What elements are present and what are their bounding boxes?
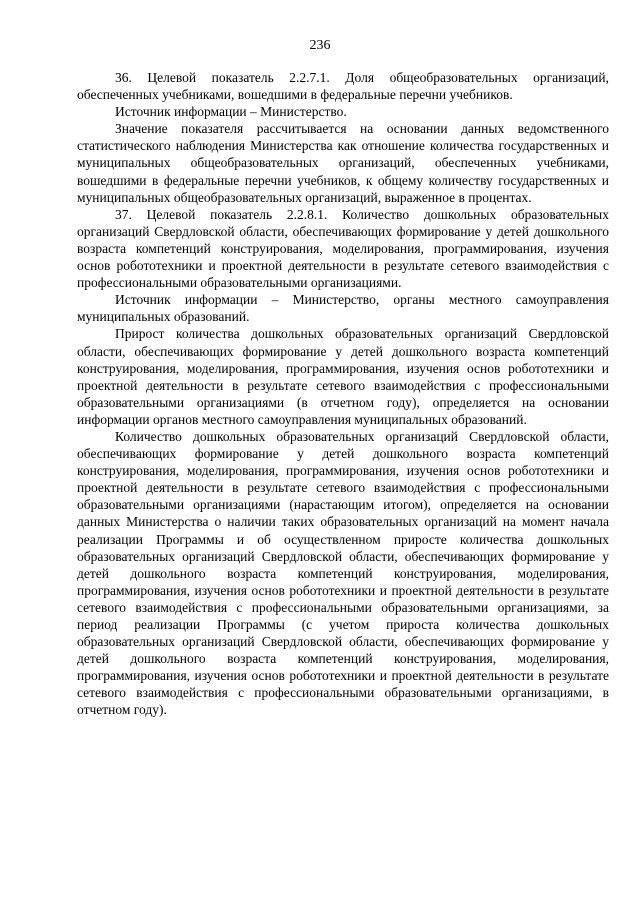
paragraph-calculation-36: Значение показателя рассчитывается на основании данных ведомственного статистического наблюдения Министерства как отношение количества государственных и муниципальных общеобразовательных организаций, обеспеченных учебниками, вошедшими в федеральные перечни учебников, к общему количеству государственных и муниципальных общеобразовательных организаций, выраженное в процентах.: [77, 121, 609, 205]
paragraph-source-37: Источник информации – Министерство, органы местного самоуправления муниципальных образований.: [77, 292, 609, 325]
body-text: [77, 69, 609, 719]
page-number: 236: [309, 38, 331, 53]
paragraph-indicator-36: 36. Целевой показатель 2.2.7.1. Доля общеобразовательных организаций, обеспеченных учебниками, вошедшими в федеральные перечни учебников.: [77, 70, 609, 103]
paragraph-growth-37: Прирост количества дошкольных образовательных организаций Свердловской области, обеспечивающих формирование у детей дошкольного возраста компетенций конструирования, моделирования, программирования, изучения основ робототехники и проектной деятельности в результате сетевого взаимодействия с профессиональными образовательными организациями (в отчетном году), определяется на основании информации органов местного самоуправления муниципальных образований.: [77, 326, 609, 427]
paragraph-source-36: Источник информации – Министерство.: [115, 104, 347, 120]
paragraph-indicator-37: 37. Целевой показатель 2.2.8.1. Количество дошкольных образовательных организаций Свердловской области, обеспечивающих формирование у детей дошкольного возраста компетенций конструирования, моделирования, программирования, изучения основ робототехники и проектной деятельности в результате сетевого взаимодействия с профессиональными образовательными организациями.: [77, 206, 609, 291]
paragraph-cumulative-37: Количество дошкольных образовательных организаций Свердловской области, обеспечивающих формирование у детей дошкольного возраста компетенций конструирования, моделирования, программирования, изучения основ робототехники и проектной деятельности в результате сетевого взаимодействия с профессиональными образовательными организациями (нарастающим итогом), определяется на основании данных Министерства о наличии таких образовательных организаций на момент начала реализации Программы и об осуществленном приросте количества дошкольных образовательных организаций Свердловской области, обеспечивающих формирование у детей дошкольного возраста компетенций конструирования, моделирования, программирования, изучения основ робототехники и проектной деятельности в результате сетевого взаимодействия с профессиональными образовательными организациями, за период реализации Программы (с учетом прироста количества дошкольных образовательных организаций Свердловской области, обеспечивающих формирование у детей дошкольного возраста компетенций конструирования, моделирования, программирования, изучения основ робототехники и проектной деятельности в результате сетевого взаимодействия с профессиональными образовательными организациями, в отчетном году).: [77, 428, 609, 718]
